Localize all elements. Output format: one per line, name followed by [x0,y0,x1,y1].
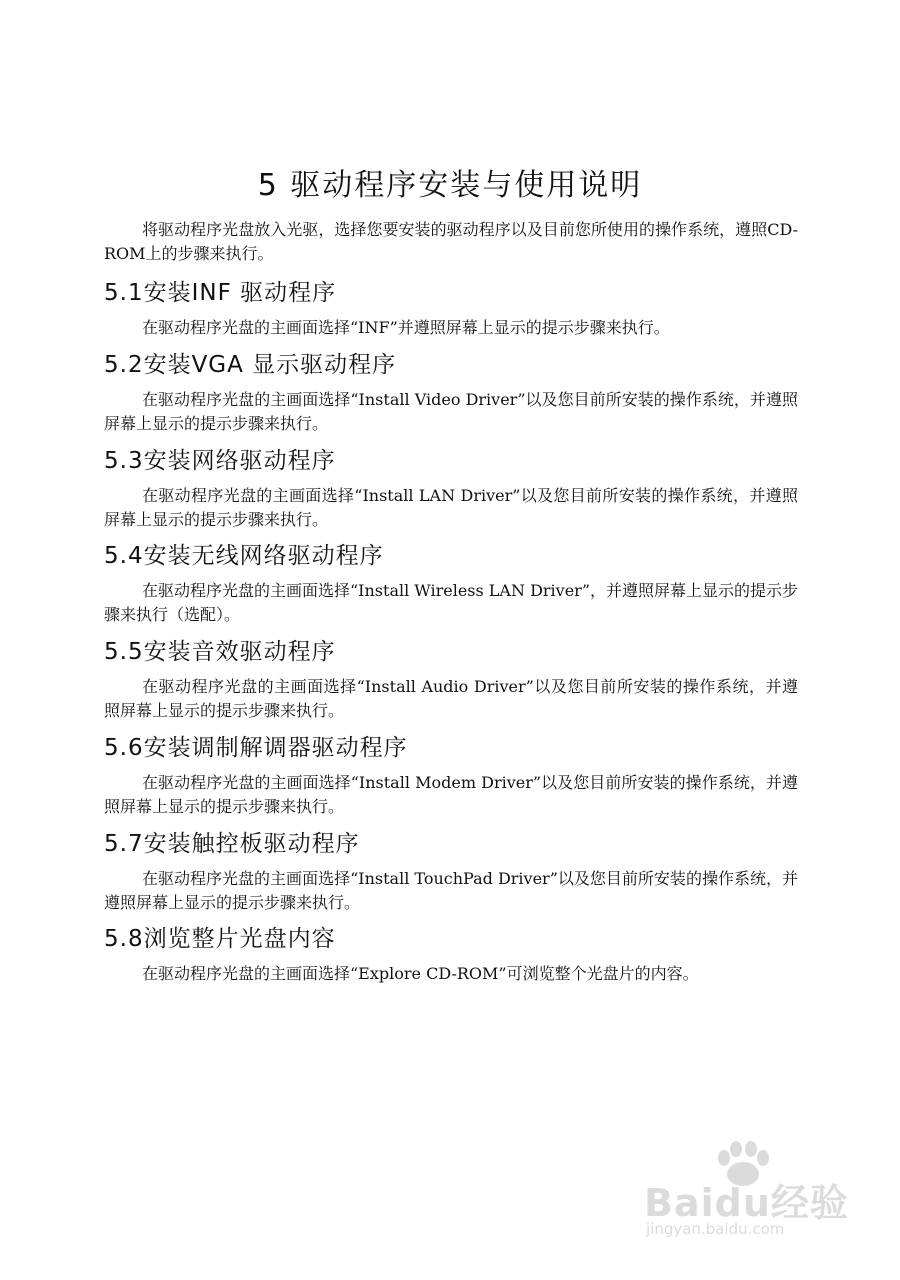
section-body: 在驱动程序光盘的主画面选择“Explore CD-ROM”可浏览整个光盘片的内容。 [142,964,699,983]
watermark-url: jingyan.baidu.com [646,1220,785,1238]
watermark-brand: Baidu经验 [644,1181,849,1225]
section-heading: 5.2安装VGA 显示驱动程序 [104,352,397,378]
section-5-1 [104,278,798,340]
section-heading: 5.4安装无线网络驱动程序 [104,543,384,569]
section-5-8 [104,924,798,986]
chapter-intro: 将驱动程序光盘放入光驱，选择您要安装的驱动程序以及目前您所使用的操作系统，遵照CD-ROM上的步骤来执行。 [104,220,798,263]
section-heading: 5.6安装调制解调器驱动程序 [104,735,408,761]
section-body: 在驱动程序光盘的主画面选择“INF”并遵照屏幕上显示的提示步骤来执行。 [142,318,670,337]
section-5-6 [104,733,798,819]
section-5-7 [104,829,798,915]
section-heading: 5.5安装音效驱动程序 [104,639,336,665]
chapter-title: 5 驱动程序安装与使用说明 [257,168,643,203]
baidu-jingyan-watermark [636,1140,876,1250]
section-body: 在驱动程序光盘的主画面选择“Install Audio Driver”以及您目前所安装的操作系统，并遵照屏幕上显示的提示步骤来执行。 [104,677,798,720]
section-heading: 5.3安装网络驱动程序 [104,448,336,474]
section-body: 在驱动程序光盘的主画面选择“Install Video Driver”以及您目前所安装的操作系统，并遵照屏幕上显示的提示步骤来执行。 [104,390,798,433]
section-5-2 [104,350,798,436]
section-heading: 5.1安装INF 驱动程序 [104,280,337,306]
section-body: 在驱动程序光盘的主画面选择“Install LAN Driver”以及您目前所安装的操作系统，并遵照屏幕上显示的提示步骤来执行。 [104,486,798,529]
section-body: 在驱动程序光盘的主画面选择“Install Wireless LAN Driver”，并遵照屏幕上显示的提示步骤来执行（选配）。 [104,581,798,624]
section-body: 在驱动程序光盘的主画面选择“Install TouchPad Driver”以及您目前所安装的操作系统，并遵照屏幕上显示的提示步骤来执行。 [104,869,798,912]
section-5-5 [104,637,798,723]
section-heading: 5.7安装触控板驱动程序 [104,831,360,857]
section-heading: 5.8浏览整片光盘内容 [104,926,336,952]
section-5-3 [104,446,798,532]
section-body: 在驱动程序光盘的主画面选择“Install Modem Driver”以及您目前所安装的操作系统，并遵照屏幕上显示的提示步骤来执行。 [104,773,798,816]
section-5-4 [104,541,798,627]
